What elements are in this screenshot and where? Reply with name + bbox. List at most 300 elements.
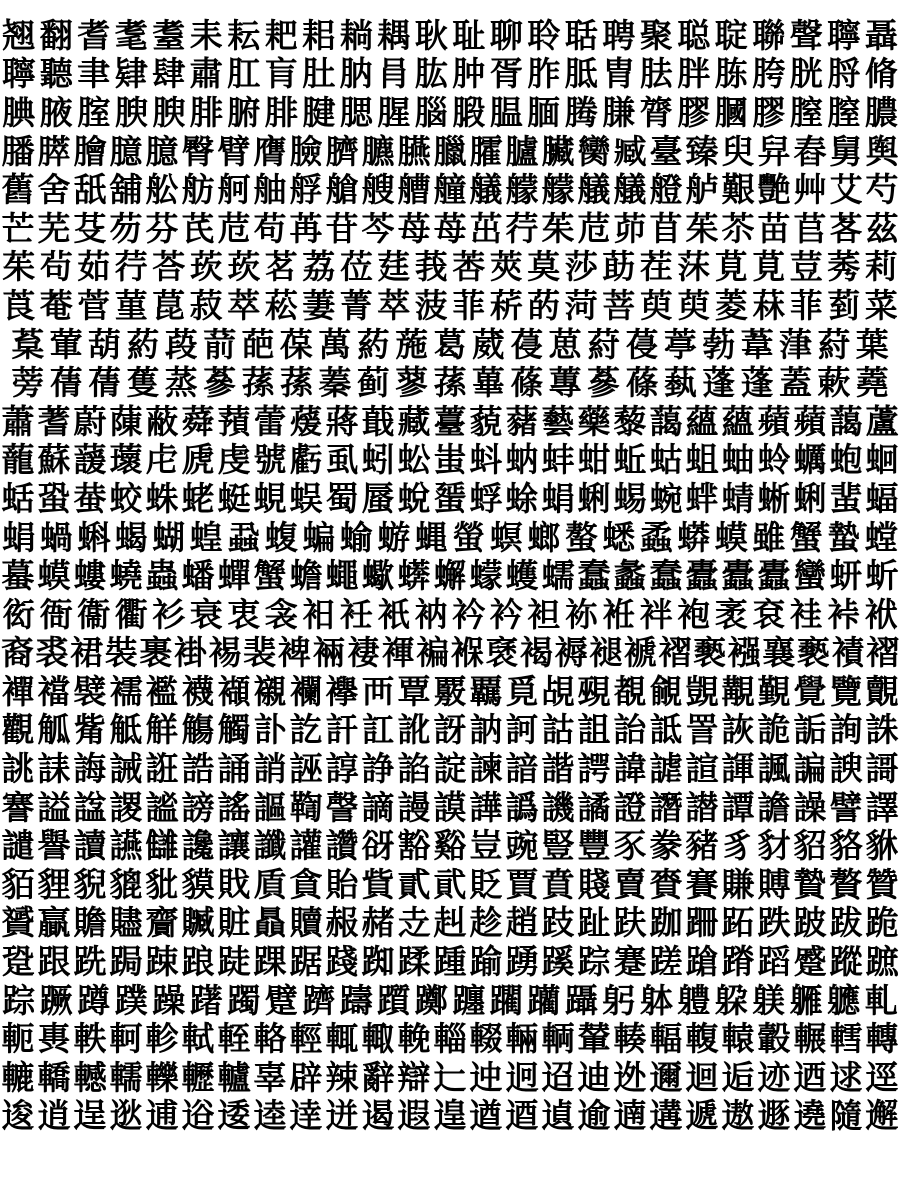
character-glyph: 逞 bbox=[73, 1096, 107, 1136]
character-glyph: 蹤 bbox=[829, 942, 863, 982]
character-glyph: 荔 bbox=[302, 247, 336, 287]
character-glyph: 襴 bbox=[289, 671, 323, 711]
character-glyph: 胯 bbox=[752, 54, 786, 94]
character-glyph: 苒 bbox=[289, 208, 323, 248]
character-glyph: 譴 bbox=[1, 826, 35, 866]
character-glyph: 聢 bbox=[714, 15, 748, 55]
character-glyph: 跏 bbox=[649, 903, 683, 943]
character-glyph: 蚈 bbox=[829, 556, 863, 596]
character-glyph: 諠 bbox=[685, 749, 719, 789]
character-glyph: 葳 bbox=[471, 324, 505, 364]
character-glyph: 觝 bbox=[109, 710, 143, 750]
character-glyph: 訝 bbox=[433, 710, 467, 750]
character-glyph: 觴 bbox=[181, 710, 215, 750]
character-glyph: 贊 bbox=[865, 864, 899, 904]
character-glyph: 覈 bbox=[433, 671, 467, 711]
character-glyph: 衫 bbox=[152, 594, 186, 634]
character-glyph: 蛻 bbox=[397, 478, 431, 518]
character-glyph: 蜥 bbox=[757, 478, 791, 518]
character-glyph: 踈 bbox=[145, 942, 179, 982]
character-glyph: 蓀 bbox=[279, 363, 313, 403]
character-glyph: 舅 bbox=[829, 131, 863, 171]
character-glyph: 遘 bbox=[649, 1096, 683, 1136]
character-glyph: 諍 bbox=[361, 749, 395, 789]
character-glyph: 苺 bbox=[433, 208, 467, 248]
character-glyph: 躪 bbox=[527, 980, 561, 1020]
character-glyph: 腟 bbox=[77, 92, 111, 132]
character-glyph: 襯 bbox=[253, 671, 287, 711]
character-glyph: 逵 bbox=[253, 1096, 287, 1136]
character-glyph: 胱 bbox=[789, 54, 823, 94]
character-glyph: 袍 bbox=[677, 594, 711, 634]
character-glyph: 肆 bbox=[152, 54, 186, 94]
character-glyph: 蛆 bbox=[685, 440, 719, 480]
character-glyph: 艤 bbox=[613, 170, 647, 210]
character-glyph: 蜿 bbox=[649, 478, 683, 518]
character-glyph: 艷 bbox=[757, 170, 791, 210]
character-glyph: 舆 bbox=[865, 131, 899, 171]
character-glyph: 遑 bbox=[433, 1096, 467, 1136]
character-glyph: 荳 bbox=[789, 247, 823, 287]
character-glyph: 謌 bbox=[865, 749, 899, 789]
character-glyph: 虔 bbox=[217, 440, 251, 480]
character-glyph: 賈 bbox=[505, 864, 539, 904]
character-glyph: 耄 bbox=[114, 15, 148, 55]
character-glyph: 蓬 bbox=[702, 363, 736, 403]
character-glyph: 葥 bbox=[203, 324, 237, 364]
character-glyph: 躇 bbox=[189, 980, 223, 1020]
character-glyph: 賣 bbox=[613, 864, 647, 904]
character-glyph: 蘋 bbox=[757, 401, 791, 441]
character-glyph: 軈 bbox=[827, 980, 861, 1020]
character-glyph: 譏 bbox=[541, 787, 575, 827]
character-glyph: 莨 bbox=[2, 285, 36, 325]
character-glyph: 蝙 bbox=[302, 517, 336, 557]
character-glyph: 蜉 bbox=[469, 478, 503, 518]
character-glyph: 貪 bbox=[289, 864, 323, 904]
character-glyph: 荅 bbox=[152, 247, 186, 287]
character-glyph: 裹 bbox=[139, 633, 173, 673]
character-glyph: 謔 bbox=[649, 749, 683, 789]
character-glyph: 葦 bbox=[740, 324, 774, 364]
character-glyph: 蘐 bbox=[73, 440, 107, 480]
character-glyph: 詁 bbox=[541, 710, 575, 750]
character-glyph: 迢 bbox=[541, 1057, 575, 1097]
character-glyph: 貽 bbox=[325, 864, 359, 904]
character-glyph: 迸 bbox=[325, 1096, 359, 1136]
character-glyph: 謾 bbox=[397, 787, 431, 827]
character-glyph: 葤 bbox=[817, 324, 851, 364]
character-glyph: 賺 bbox=[721, 864, 755, 904]
character-glyph: 衷 bbox=[227, 594, 261, 634]
character-glyph: 贐 bbox=[109, 903, 143, 943]
character-glyph: 虒 bbox=[181, 440, 215, 480]
character-glyph: 腦 bbox=[414, 92, 448, 132]
character-glyph: 舁 bbox=[757, 131, 791, 171]
character-glyph: 萬 bbox=[318, 324, 352, 364]
character-glyph: 臆 bbox=[109, 131, 143, 171]
character-glyph: 葸 bbox=[548, 324, 582, 364]
character-glyph: 裲 bbox=[312, 633, 346, 673]
character-glyph: 跿 bbox=[217, 942, 251, 982]
character-glyph: 蓴 bbox=[548, 363, 582, 403]
character-glyph: 讎 bbox=[145, 826, 179, 866]
character-glyph: 譌 bbox=[505, 787, 539, 827]
character-glyph: 莇 bbox=[602, 247, 636, 287]
character-glyph: 裘 bbox=[35, 633, 69, 673]
character-glyph: 葯 bbox=[126, 324, 160, 364]
character-glyph: 胄 bbox=[602, 54, 636, 94]
character-glyph: 蟇 bbox=[1, 556, 35, 596]
character-glyph: 葧 bbox=[702, 324, 736, 364]
character-glyph: 膠 bbox=[752, 92, 786, 132]
character-glyph: 蜆 bbox=[253, 478, 287, 518]
character-glyph: 觀 bbox=[1, 710, 35, 750]
character-glyph: 蹙 bbox=[793, 942, 827, 982]
character-glyph: 蛞 bbox=[1, 478, 35, 518]
character-glyph: 褻 bbox=[693, 633, 727, 673]
character-glyph: 逾 bbox=[577, 1096, 611, 1136]
character-glyph: 覬 bbox=[685, 671, 719, 711]
character-glyph: 豸 bbox=[721, 826, 755, 866]
character-glyph: 蜚 bbox=[829, 478, 863, 518]
character-glyph: 芒 bbox=[1, 208, 35, 248]
character-glyph: 腑 bbox=[227, 92, 261, 132]
character-glyph: 諱 bbox=[613, 749, 647, 789]
character-glyph: 臂 bbox=[217, 131, 251, 171]
character-row bbox=[0, 325, 900, 364]
character-glyph: 躙 bbox=[489, 980, 523, 1020]
character-glyph: 聿 bbox=[77, 54, 111, 94]
character-glyph: 茬 bbox=[639, 247, 673, 287]
character-glyph: 臟 bbox=[541, 131, 575, 171]
character-glyph: 蝠 bbox=[865, 478, 899, 518]
character-row bbox=[0, 556, 900, 595]
character-glyph: 襄 bbox=[762, 633, 796, 673]
character-glyph: 臆 bbox=[145, 131, 179, 171]
character-glyph: 蛔 bbox=[865, 440, 899, 480]
character-glyph: 遯 bbox=[757, 1096, 791, 1136]
character-glyph: 葯 bbox=[356, 324, 390, 364]
character-glyph: 軆 bbox=[677, 980, 711, 1020]
character-glyph: 襠 bbox=[37, 671, 71, 711]
character-glyph: 蔘 bbox=[587, 363, 621, 403]
character-glyph: 蕷 bbox=[217, 401, 251, 441]
character-glyph: 貔 bbox=[109, 864, 143, 904]
character-glyph: 豼 bbox=[145, 864, 179, 904]
character-glyph: 腴 bbox=[152, 92, 186, 132]
character-glyph: 蕺 bbox=[361, 401, 395, 441]
character-glyph: 誄 bbox=[37, 749, 71, 789]
character-glyph: 輙 bbox=[361, 1019, 395, 1059]
character-glyph: 赱 bbox=[397, 903, 431, 943]
character-glyph: 菅 bbox=[77, 285, 111, 325]
character-glyph: 轉 bbox=[865, 1019, 899, 1059]
character-glyph: 莕 bbox=[452, 247, 486, 287]
character-glyph: 豺 bbox=[757, 826, 791, 866]
character-glyph: 舳 bbox=[253, 170, 287, 210]
character-glyph: 蕭 bbox=[1, 401, 35, 441]
character-glyph: 蠓 bbox=[469, 556, 503, 596]
character-glyph: 號 bbox=[253, 440, 287, 480]
character-glyph: 軣 bbox=[37, 1019, 71, 1059]
character-glyph: 臺 bbox=[649, 131, 683, 171]
character-glyph: 螢 bbox=[452, 517, 486, 557]
character-glyph: 褶 bbox=[658, 633, 692, 673]
character-glyph: 踴 bbox=[505, 942, 539, 982]
character-glyph: 辷 bbox=[433, 1057, 467, 1097]
character-glyph: 衿 bbox=[489, 594, 523, 634]
character-glyph: 蟠 bbox=[181, 556, 215, 596]
character-glyph: 菘 bbox=[264, 285, 298, 325]
character-glyph: 輅 bbox=[253, 1019, 287, 1059]
character-glyph: 臾 bbox=[721, 131, 755, 171]
character-glyph: 軛 bbox=[1, 1019, 35, 1059]
character-glyph: 萸 bbox=[677, 285, 711, 325]
character-glyph: 謫 bbox=[361, 787, 395, 827]
character-glyph: 蠣 bbox=[793, 440, 827, 480]
character-glyph: 茲 bbox=[865, 208, 899, 248]
character-glyph: 趾 bbox=[577, 903, 611, 943]
character-glyph: 諢 bbox=[721, 749, 755, 789]
character-glyph: 誑 bbox=[145, 749, 179, 789]
character-glyph: 譟 bbox=[793, 787, 827, 827]
character-glyph: 衿 bbox=[452, 594, 486, 634]
character-glyph: 覽 bbox=[829, 671, 863, 711]
character-glyph: 輜 bbox=[433, 1019, 467, 1059]
character-glyph: 辣 bbox=[325, 1057, 359, 1097]
character-glyph: 輾 bbox=[793, 1019, 827, 1059]
character-glyph: 譁 bbox=[469, 787, 503, 827]
character-glyph: 逧 bbox=[181, 1096, 215, 1136]
character-glyph: 艨 bbox=[541, 170, 575, 210]
character-glyph: 軾 bbox=[181, 1019, 215, 1059]
character-glyph: 貉 bbox=[829, 826, 863, 866]
character-glyph: 耿 bbox=[414, 15, 448, 55]
character-glyph: 裃 bbox=[827, 594, 861, 634]
character-glyph: 葈 bbox=[11, 324, 45, 364]
character-glyph: 躔 bbox=[452, 980, 486, 1020]
character-glyph: 蟹 bbox=[253, 556, 287, 596]
character-glyph: 蹼 bbox=[114, 980, 148, 1020]
character-glyph: 菲 bbox=[452, 285, 486, 325]
character-glyph: 輟 bbox=[469, 1019, 503, 1059]
character-glyph: 邂 bbox=[865, 1096, 899, 1136]
character-glyph: 躁 bbox=[152, 980, 186, 1020]
character-glyph: 蘢 bbox=[1, 440, 35, 480]
character-glyph: 讚 bbox=[325, 826, 359, 866]
character-glyph: 蜊 bbox=[793, 478, 827, 518]
character-row bbox=[0, 1058, 900, 1097]
character-glyph: 苊 bbox=[577, 208, 611, 248]
character-glyph: 遞 bbox=[685, 1096, 719, 1136]
character-glyph: 襀 bbox=[831, 633, 865, 673]
character-glyph: 艨 bbox=[505, 170, 539, 210]
character-glyph: 虍 bbox=[145, 440, 179, 480]
character-glyph: 蔘 bbox=[203, 363, 237, 403]
character-glyph: 薹 bbox=[433, 401, 467, 441]
character-glyph: 膣 bbox=[789, 92, 823, 132]
character-glyph: 蹶 bbox=[39, 980, 73, 1020]
character-glyph: 誚 bbox=[253, 749, 287, 789]
character-glyph: 菲 bbox=[789, 285, 823, 325]
character-glyph: 臚 bbox=[505, 131, 539, 171]
character-glyph: 辭 bbox=[361, 1057, 395, 1097]
character-glyph: 胨 bbox=[714, 54, 748, 94]
character-glyph: 詢 bbox=[829, 710, 863, 750]
character-glyph: 鞫 bbox=[289, 787, 323, 827]
character-glyph: 謦 bbox=[325, 787, 359, 827]
character-glyph: 蹌 bbox=[685, 942, 719, 982]
character-glyph: 轤 bbox=[217, 1057, 251, 1097]
character-glyph: 藏 bbox=[397, 401, 431, 441]
character-glyph: 裴 bbox=[243, 633, 277, 673]
character-glyph: 舩 bbox=[145, 170, 179, 210]
character-glyph: 躋 bbox=[302, 980, 336, 1020]
character-glyph: 蟬 bbox=[217, 556, 251, 596]
character-glyph: 賽 bbox=[685, 864, 719, 904]
character-glyph: 蹂 bbox=[397, 942, 431, 982]
character-glyph: 贍 bbox=[73, 903, 107, 943]
character-glyph: 豌 bbox=[505, 826, 539, 866]
character-glyph: 藥 bbox=[577, 401, 611, 441]
character-glyph: 舖 bbox=[109, 170, 143, 210]
character-glyph: 聒 bbox=[564, 15, 598, 55]
character-glyph: 聶 bbox=[864, 15, 898, 55]
character-glyph: 藐 bbox=[469, 401, 503, 441]
character-glyph: 詭 bbox=[757, 710, 791, 750]
character-glyph: 觸 bbox=[217, 710, 251, 750]
character-glyph: 裔 bbox=[0, 633, 34, 673]
character-glyph: 蓼 bbox=[395, 363, 429, 403]
character-glyph: 迚 bbox=[469, 1057, 503, 1097]
character-glyph: 腼 bbox=[527, 92, 561, 132]
character-glyph: 轌 bbox=[829, 1019, 863, 1059]
character-glyph: 詈 bbox=[685, 710, 719, 750]
character-glyph: 蒨 bbox=[49, 363, 83, 403]
character-glyph: 躅 bbox=[227, 980, 261, 1020]
character-row bbox=[0, 634, 900, 673]
character-glyph: 菻 bbox=[752, 285, 786, 325]
character-glyph: 逕 bbox=[865, 1057, 899, 1097]
character-glyph: 蝣 bbox=[377, 517, 411, 557]
character-glyph: 襪 bbox=[181, 671, 215, 711]
character-glyph: 褄 bbox=[346, 633, 380, 673]
character-glyph: 葮 bbox=[164, 324, 198, 364]
character-glyph: 諳 bbox=[505, 749, 539, 789]
character-glyph: 芪 bbox=[181, 208, 215, 248]
character-glyph: 轅 bbox=[721, 1019, 755, 1059]
character-glyph: 腶 bbox=[452, 92, 486, 132]
character-glyph: 踉 bbox=[181, 942, 215, 982]
character-glyph: 衽 bbox=[339, 594, 373, 634]
character-glyph: 覩 bbox=[613, 671, 647, 711]
character-glyph: 胝 bbox=[564, 54, 598, 94]
character-glyph: 貅 bbox=[865, 826, 899, 866]
character-glyph: 脟 bbox=[827, 54, 861, 94]
character-glyph: 齎 bbox=[145, 903, 179, 943]
character-glyph: 莉 bbox=[864, 247, 898, 287]
character-glyph: 耥 bbox=[339, 15, 373, 55]
character-glyph: 蠖 bbox=[505, 556, 539, 596]
character-glyph: 讀 bbox=[73, 826, 107, 866]
character-glyph: 裨 bbox=[277, 633, 311, 673]
character-glyph: 藝 bbox=[541, 401, 575, 441]
character-glyph: 聲 bbox=[789, 15, 823, 55]
character-glyph: 讓 bbox=[217, 826, 251, 866]
character-glyph: 舸 bbox=[217, 170, 251, 210]
character-glyph: 蓀 bbox=[433, 363, 467, 403]
character-glyph: 菎 bbox=[152, 285, 186, 325]
character-glyph: 舐 bbox=[73, 170, 107, 210]
character-glyph: 葛 bbox=[433, 324, 467, 364]
character-glyph: 臻 bbox=[685, 131, 719, 171]
character-glyph: 蟯 bbox=[109, 556, 143, 596]
character-row bbox=[0, 1097, 900, 1136]
character-glyph: 輛 bbox=[505, 1019, 539, 1059]
character-glyph: 蔽 bbox=[145, 401, 179, 441]
character-glyph: 褶 bbox=[866, 633, 900, 673]
character-row bbox=[0, 170, 900, 209]
character-glyph: 蛯 bbox=[181, 478, 215, 518]
character-glyph: 葤 bbox=[587, 324, 621, 364]
character-glyph: 蓋 bbox=[779, 363, 812, 403]
character-glyph: 胠 bbox=[639, 54, 673, 94]
character-glyph: 誣 bbox=[289, 749, 323, 789]
character-glyph: 諤 bbox=[577, 749, 611, 789]
character-glyph: 躰 bbox=[639, 980, 673, 1020]
character-glyph: 蜃 bbox=[361, 478, 395, 518]
character-glyph: 訛 bbox=[397, 710, 431, 750]
character-glyph: 戝 bbox=[217, 864, 251, 904]
character-glyph: 跋 bbox=[829, 903, 863, 943]
character-glyph: 赳 bbox=[433, 903, 467, 943]
character-glyph: 蚶 bbox=[577, 440, 611, 480]
character-glyph: 聯 bbox=[752, 15, 786, 55]
character-glyph: 譛 bbox=[685, 787, 719, 827]
character-glyph: 褐 bbox=[520, 633, 554, 673]
character-glyph: 袤 bbox=[714, 594, 748, 634]
character-glyph: 衵 bbox=[302, 594, 336, 634]
character-glyph: 賁 bbox=[541, 864, 575, 904]
character-glyph: 裼 bbox=[208, 633, 242, 673]
character-glyph: 蜀 bbox=[325, 478, 359, 518]
character-glyph: 踪 bbox=[2, 980, 36, 1020]
character-row bbox=[0, 788, 900, 827]
character-glyph: 莯 bbox=[677, 247, 711, 287]
character-row bbox=[0, 711, 900, 750]
character-glyph: 芟 bbox=[73, 208, 107, 248]
character-glyph: 聹 bbox=[827, 15, 861, 55]
character-glyph: 蹇 bbox=[613, 942, 647, 982]
character-glyph: 腆 bbox=[2, 92, 36, 132]
character-glyph: 誂 bbox=[1, 749, 35, 789]
character-glyph: 迹 bbox=[757, 1057, 791, 1097]
character-glyph: 菥 bbox=[489, 285, 523, 325]
character-glyph: 蕣 bbox=[181, 401, 215, 441]
character-glyph: 蠢 bbox=[649, 556, 683, 596]
character-glyph: 蠹 bbox=[721, 556, 755, 596]
character-glyph: 轆 bbox=[1, 1057, 35, 1097]
character-glyph: 踰 bbox=[469, 942, 503, 982]
character-glyph: 踐 bbox=[325, 942, 359, 982]
character-glyph: 菽 bbox=[189, 285, 223, 325]
character-glyph: 艟 bbox=[433, 170, 467, 210]
character-glyph: 腱 bbox=[302, 92, 336, 132]
character-glyph: 襦 bbox=[109, 671, 143, 711]
character-glyph: 讌 bbox=[109, 826, 143, 866]
character-glyph: 誡 bbox=[109, 749, 143, 789]
